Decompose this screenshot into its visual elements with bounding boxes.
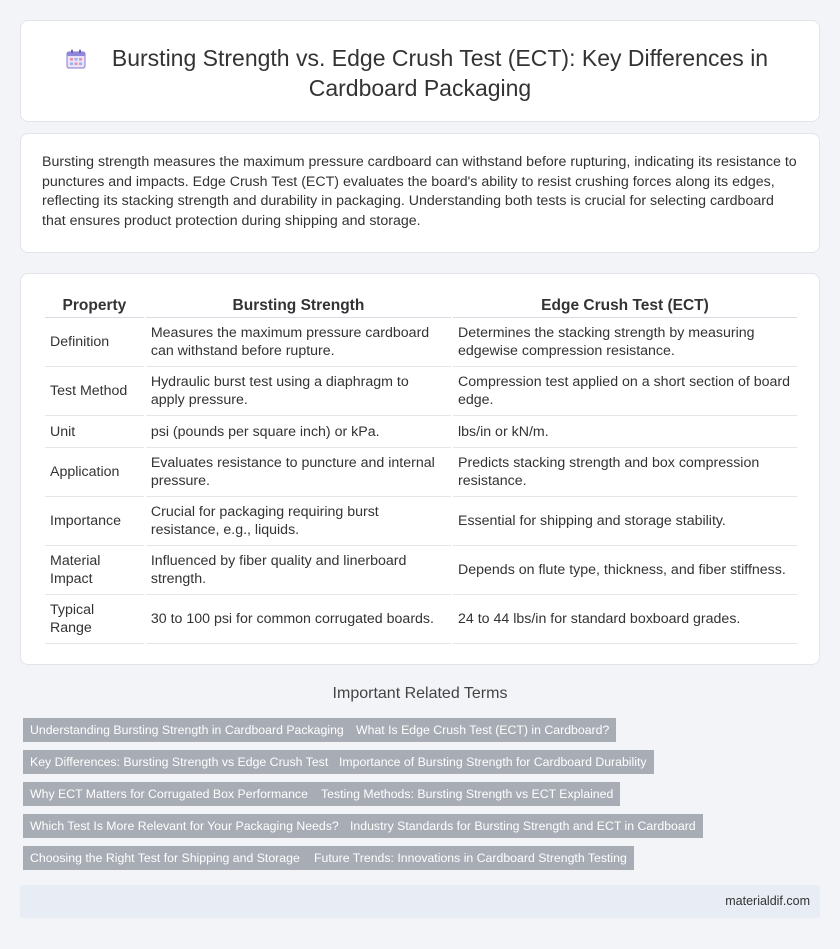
row-bursting-value: Hydraulic burst test using a diaphragm to apply pressure. — [146, 367, 451, 416]
related-term-tag[interactable]: Choosing the Right Test for Shipping and Storage — [23, 846, 307, 870]
row-property: Material Impact — [45, 546, 144, 595]
comparison-table-card — [20, 273, 820, 665]
row-bursting-value: 30 to 100 psi for common corrugated boards. — [146, 595, 451, 644]
header-property: Property — [45, 295, 144, 318]
footer — [20, 885, 820, 918]
intro-card — [20, 133, 820, 253]
row-ect-value: Depends on flute type, thickness, and fiber stiffness. — [453, 546, 797, 595]
table-header-row — [45, 295, 797, 318]
row-bursting-value: Influenced by fiber quality and linerboard strength. — [146, 546, 451, 595]
page-title-line-2: Cardboard Packaging — [308, 75, 532, 101]
row-ect-value: Determines the stacking strength by measuring edgewise compression resistance. — [453, 318, 797, 367]
related-term-tag[interactable]: Future Trends: Innovations in Cardboard Strength Testing — [307, 846, 634, 870]
row-property: Definition — [45, 318, 144, 367]
table-row — [45, 497, 797, 546]
row-property: Application — [45, 448, 144, 497]
table-row — [45, 416, 797, 448]
row-property: Unit — [45, 416, 144, 448]
row-ect-value: 24 to 44 lbs/in for standard boxboard grades. — [453, 595, 797, 644]
related-term-tag[interactable]: Key Differences: Bursting Strength vs Edge Crush Test — [23, 750, 335, 774]
row-ect-value: Predicts stacking strength and box compression resistance. — [453, 448, 797, 497]
page-title — [21, 43, 819, 103]
table-row — [45, 546, 797, 595]
related-term-tag[interactable]: Why ECT Matters for Corrugated Box Performance — [23, 782, 315, 806]
page-title-line-1: Bursting Strength vs. Edge Crush Test (ECT): Key Differences in — [111, 45, 769, 71]
row-bursting-value: Measures the maximum pressure cardboard can withstand before rupture. — [146, 318, 451, 367]
table-row — [45, 318, 797, 367]
table-row — [45, 367, 797, 416]
related-term-tag[interactable]: Industry Standards for Bursting Strength and ECT in Cardboard — [343, 814, 703, 838]
related-term-tag[interactable]: What Is Edge Crush Test (ECT) in Cardboard? — [349, 718, 616, 742]
intro-paragraph: Bursting strength measures the maximum pressure cardboard can withstand before rupturing, indicating its resistance to punctures and impacts. Edge Crush Test (ECT) evaluates the board's ability to resist crushing forces along its edges, reflecting its stacking strength and durability in packaging. Understanding both tests is crucial for selecting cardboard that ensures product protection during shipping and storage. — [42, 154, 797, 229]
row-property: Test Method — [45, 367, 144, 416]
row-property: Importance — [45, 497, 144, 546]
table-row — [45, 595, 797, 644]
related-term-tag[interactable]: Testing Methods: Bursting Strength vs ECT Explained — [314, 782, 620, 806]
row-bursting-value: Evaluates resistance to puncture and internal pressure. — [146, 448, 451, 497]
related-term-tag[interactable]: Understanding Bursting Strength in Cardboard Packaging — [23, 718, 351, 742]
row-ect-value: Compression test applied on a short section of board edge. — [453, 367, 797, 416]
comparison-table — [43, 295, 799, 644]
row-ect-value: lbs/in or kN/m. — [453, 416, 797, 448]
row-bursting-value: psi (pounds per square inch) or kPa. — [146, 416, 451, 448]
header-card — [20, 20, 820, 122]
header-ect: Edge Crush Test (ECT) — [453, 295, 797, 318]
header-bursting-strength: Bursting Strength — [146, 295, 451, 318]
footer-site-link[interactable]: materialdif.com — [725, 894, 810, 908]
table-row — [45, 448, 797, 497]
related-term-tag[interactable]: Which Test Is More Relevant for Your Packaging Needs? — [23, 814, 346, 838]
row-ect-value: Essential for shipping and storage stability. — [453, 497, 797, 546]
related-term-tag[interactable]: Importance of Bursting Strength for Cardboard Durability — [332, 750, 654, 774]
related-terms-heading: Important Related Terms — [332, 685, 508, 702]
row-bursting-value: Crucial for packaging requiring burst resistance, e.g., liquids. — [146, 497, 451, 546]
row-property: Typical Range — [45, 595, 144, 644]
